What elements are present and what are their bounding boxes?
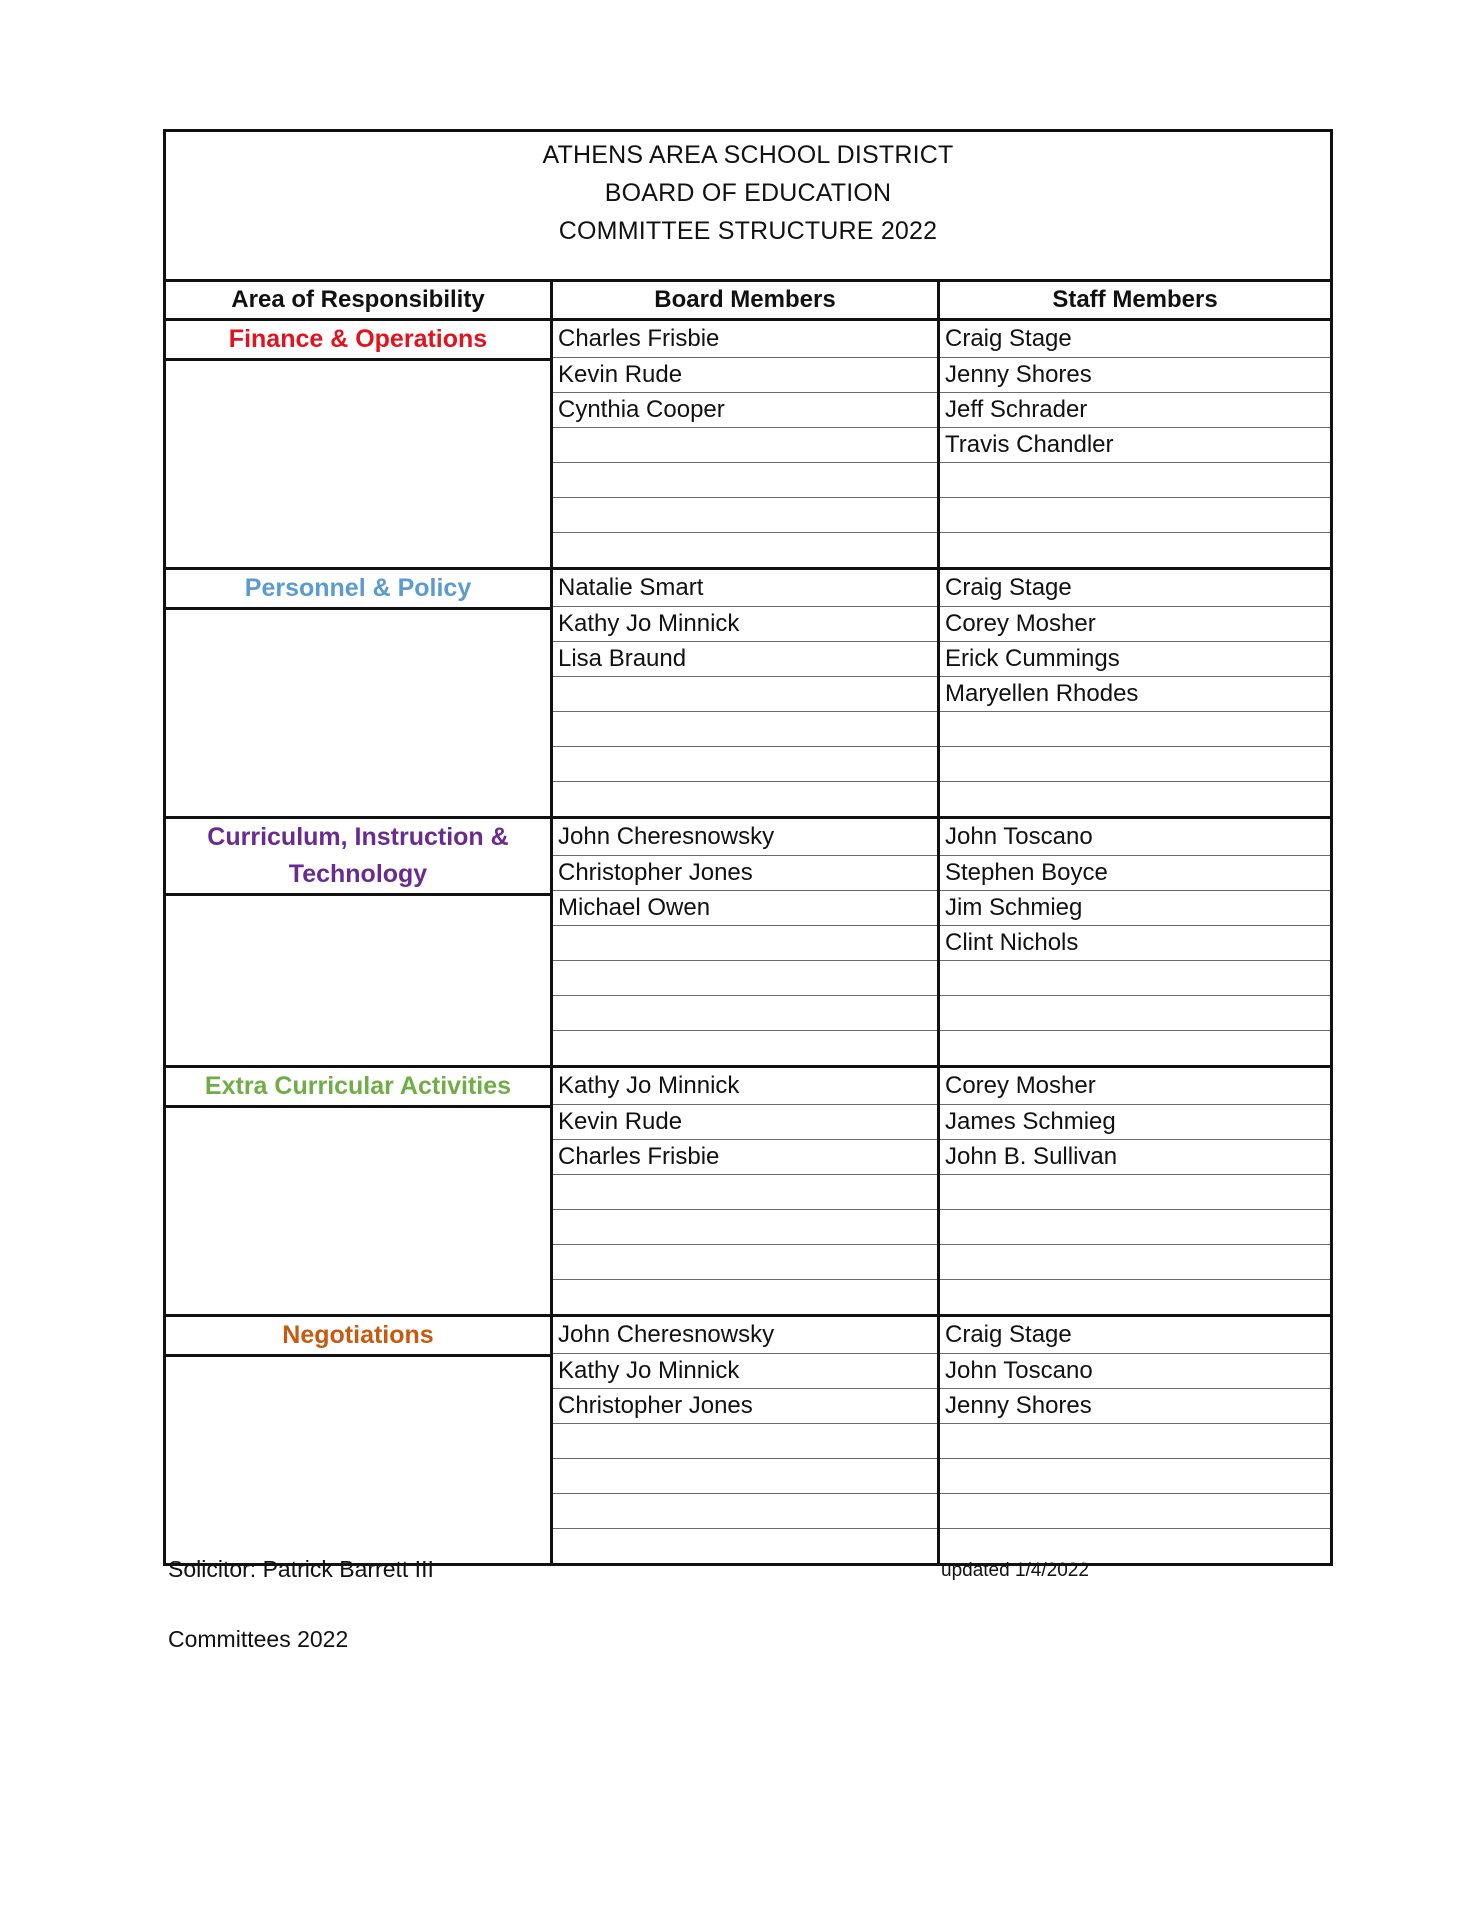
staff-member-cell bbox=[939, 1210, 1332, 1245]
board-member-cell: Christopher Jones bbox=[552, 856, 939, 891]
staff-member-cell bbox=[939, 498, 1332, 533]
updated-date: updated 1/4/2022 bbox=[941, 1560, 1089, 1581]
board-member-cell bbox=[552, 428, 939, 463]
staff-member-cell bbox=[939, 747, 1332, 782]
committee-name: Extra Curricular Activities bbox=[166, 1068, 550, 1108]
board-member-cell bbox=[552, 961, 939, 996]
board-member-cell: Michael Owen bbox=[552, 891, 939, 926]
header-board-members: Board Members bbox=[552, 281, 939, 320]
header-area: Area of Responsibility bbox=[165, 281, 552, 320]
committee-area-cell bbox=[165, 569, 552, 818]
staff-member-cell: Corey Mosher bbox=[939, 607, 1332, 642]
header-row bbox=[165, 281, 1332, 320]
staff-member-cell: Travis Chandler bbox=[939, 428, 1332, 463]
staff-member-cell: Jenny Shores bbox=[939, 358, 1332, 393]
staff-member-cell: Erick Cummings bbox=[939, 642, 1332, 677]
board-member-cell: Christopher Jones bbox=[552, 1389, 939, 1424]
board-member-cell bbox=[552, 1459, 939, 1494]
board-member-cell: Cynthia Cooper bbox=[552, 393, 939, 428]
committee-row bbox=[165, 1067, 1332, 1105]
staff-member-cell: James Schmieg bbox=[939, 1105, 1332, 1140]
staff-member-cell bbox=[939, 533, 1332, 569]
board-member-cell bbox=[552, 1175, 939, 1210]
board-member-cell bbox=[552, 463, 939, 498]
board-member-cell: Kathy Jo Minnick bbox=[552, 1067, 939, 1105]
board-member-cell bbox=[552, 926, 939, 961]
board-member-cell: John Cheresnowsky bbox=[552, 1316, 939, 1354]
board-member-cell bbox=[552, 1245, 939, 1280]
staff-member-cell: John Toscano bbox=[939, 1354, 1332, 1389]
committee-name: Finance & Operations bbox=[166, 321, 550, 361]
staff-member-cell: Maryellen Rhodes bbox=[939, 677, 1332, 712]
committee-area-cell bbox=[165, 1067, 552, 1316]
title-cell bbox=[165, 131, 1332, 281]
staff-member-cell: Craig Stage bbox=[939, 569, 1332, 607]
staff-member-cell: John B. Sullivan bbox=[939, 1140, 1332, 1175]
board-member-cell bbox=[552, 533, 939, 569]
staff-member-cell bbox=[939, 1459, 1332, 1494]
staff-member-cell: Stephen Boyce bbox=[939, 856, 1332, 891]
committee-name: Curriculum, Instruction & Technology bbox=[166, 819, 550, 896]
committee-row bbox=[165, 320, 1332, 358]
board-member-cell: Charles Frisbie bbox=[552, 1140, 939, 1175]
footer-document-name: Committees 2022 bbox=[168, 1626, 349, 1652]
document-title: COMMITTEE STRUCTURE 2022 bbox=[558, 217, 938, 245]
board-member-cell: Kathy Jo Minnick bbox=[552, 1354, 939, 1389]
committee-area-cell bbox=[165, 818, 552, 1067]
header-staff-members: Staff Members bbox=[939, 281, 1332, 320]
board-member-cell: Natalie Smart bbox=[552, 569, 939, 607]
staff-member-cell bbox=[939, 1031, 1332, 1067]
staff-member-cell bbox=[939, 996, 1332, 1031]
staff-member-cell bbox=[939, 1175, 1332, 1210]
board-member-cell bbox=[552, 1424, 939, 1459]
staff-member-cell bbox=[939, 712, 1332, 747]
staff-member-cell bbox=[939, 463, 1332, 498]
staff-member-cell: Corey Mosher bbox=[939, 1067, 1332, 1105]
committee-area-cell bbox=[165, 320, 552, 569]
board-member-cell bbox=[552, 1280, 939, 1316]
board-member-cell: John Cheresnowsky bbox=[552, 818, 939, 856]
board-member-cell: Kathy Jo Minnick bbox=[552, 607, 939, 642]
board-member-cell: Kevin Rude bbox=[552, 358, 939, 393]
board-name: BOARD OF EDUCATION bbox=[604, 179, 892, 207]
staff-member-cell bbox=[939, 1494, 1332, 1529]
committee-row bbox=[165, 569, 1332, 607]
staff-member-cell: Clint Nichols bbox=[939, 926, 1332, 961]
solicitor-note: Solicitor: Patrick Barrett III bbox=[168, 1556, 434, 1582]
title-row bbox=[165, 131, 1332, 281]
committee-area-cell bbox=[165, 1316, 552, 1565]
staff-member-cell: Jenny Shores bbox=[939, 1389, 1332, 1424]
board-member-cell: Charles Frisbie bbox=[552, 320, 939, 358]
committee-name: Personnel & Policy bbox=[166, 570, 550, 610]
board-member-cell bbox=[552, 712, 939, 747]
staff-member-cell bbox=[939, 961, 1332, 996]
staff-member-cell: Jim Schmieg bbox=[939, 891, 1332, 926]
board-member-cell bbox=[552, 498, 939, 533]
staff-member-cell bbox=[939, 1424, 1332, 1459]
district-name: ATHENS AREA SCHOOL DISTRICT bbox=[542, 141, 954, 169]
staff-member-cell: John Toscano bbox=[939, 818, 1332, 856]
staff-member-cell bbox=[939, 782, 1332, 818]
staff-member-cell: Jeff Schrader bbox=[939, 393, 1332, 428]
staff-member-cell: Craig Stage bbox=[939, 1316, 1332, 1354]
staff-member-cell bbox=[939, 1280, 1332, 1316]
committee-structure-table bbox=[163, 129, 1333, 1566]
board-member-cell bbox=[552, 782, 939, 818]
committee-row bbox=[165, 1316, 1332, 1354]
board-member-cell bbox=[552, 677, 939, 712]
board-member-cell: Kevin Rude bbox=[552, 1105, 939, 1140]
board-member-cell bbox=[552, 1031, 939, 1067]
committee-name: Negotiations bbox=[166, 1317, 550, 1357]
board-member-cell: Lisa Braund bbox=[552, 642, 939, 677]
staff-member-cell: Craig Stage bbox=[939, 320, 1332, 358]
committee-row bbox=[165, 818, 1332, 856]
board-member-cell bbox=[552, 996, 939, 1031]
staff-member-cell bbox=[939, 1245, 1332, 1280]
board-member-cell bbox=[552, 1529, 939, 1565]
board-member-cell bbox=[552, 1494, 939, 1529]
board-member-cell bbox=[552, 1210, 939, 1245]
board-member-cell bbox=[552, 747, 939, 782]
